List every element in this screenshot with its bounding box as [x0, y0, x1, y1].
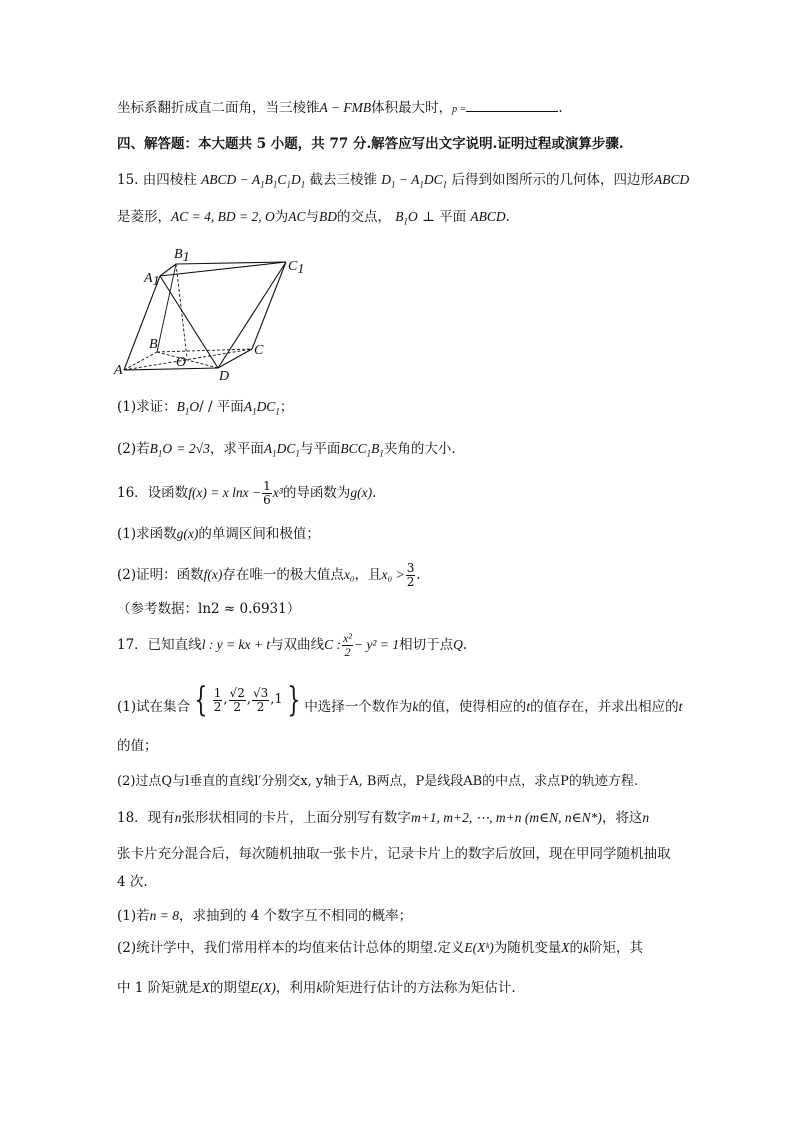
- denominator: 2: [406, 575, 415, 589]
- text: (1)求函数: [117, 526, 177, 542]
- text: 为随机变量: [493, 940, 562, 956]
- q18-part2: [117, 938, 734, 958]
- denominator: 2: [344, 645, 351, 659]
- q18-line3: 4 次.: [117, 874, 148, 890]
- text: (1)若: [117, 908, 150, 924]
- math: $A_1DC_1$: [263, 441, 300, 459]
- text: 17．已知直线: [117, 637, 202, 653]
- label-C1: C1: [288, 259, 305, 277]
- math: n = 8: [149, 908, 179, 923]
- math: $BCC_1B_1$: [340, 441, 384, 459]
- math: f(x): [203, 567, 223, 582]
- math: ABCD: [653, 172, 690, 187]
- math: C :: [324, 637, 342, 652]
- set-element: 1: [274, 692, 283, 707]
- fraction: [406, 562, 416, 589]
- math: E(X): [250, 980, 276, 995]
- text: ；: [279, 399, 294, 415]
- text: ⊥ 平面: [422, 209, 467, 225]
- math: − y² = 1: [353, 637, 400, 652]
- text: 18．现有: [117, 810, 175, 826]
- text: 16．设函数: [117, 485, 189, 501]
- math: n: [642, 810, 650, 825]
- text: 中选择一个数作为: [304, 699, 413, 715]
- text: (2)统计学中，我们常用样本的均值来估计总体的期望.定义: [117, 940, 465, 956]
- text: ，利用: [275, 980, 317, 996]
- q17-part2: (2)过点Q与l垂直的直线l′分别交x, y轴于A, B两点，P是线段AB的中点，求点P的轨迹方程.: [117, 774, 639, 789]
- math: AC: [288, 209, 306, 224]
- math: t: [526, 699, 531, 714]
- text: ，且: [354, 567, 382, 583]
- math: k: [316, 980, 323, 995]
- q17-part1: [117, 682, 734, 725]
- text: 为: [274, 209, 289, 225]
- numerator: 1: [263, 479, 271, 493]
- text: 的单调区间和极值；: [198, 526, 320, 542]
- numerator: 3: [406, 561, 415, 575]
- text: .: [416, 567, 421, 583]
- text: 是菱形，: [117, 209, 171, 225]
- text: 与: [305, 209, 319, 225]
- text: 的值，使得相应的: [418, 699, 527, 715]
- denominator: 6: [263, 493, 271, 507]
- label-O: O: [176, 355, 187, 370]
- number-set: { $\frac{1}{2}$ , $\frac{√2}{2}$ , $\frac{√3}{2}$ , 1 }: [194, 680, 300, 720]
- right-brace: }: [287, 680, 300, 720]
- text: 后得到如图所示的几何体，四边形: [451, 172, 654, 188]
- text: (1)求证：: [117, 399, 177, 415]
- text: (1)试在集合: [117, 699, 191, 715]
- numerator: √3: [252, 685, 269, 700]
- q18-part2-cont: [117, 978, 734, 998]
- math: x₀ >: [381, 567, 405, 582]
- math: x³: [272, 485, 283, 500]
- q15-line2: [117, 207, 734, 232]
- text: 存在唯一的极大值点: [222, 567, 344, 583]
- text: 的: [569, 940, 583, 956]
- text: 15. 由四棱柱: [117, 172, 197, 188]
- q18-part1: [117, 906, 734, 926]
- math: x₀: [343, 567, 355, 582]
- math: l : y = kx + t: [201, 637, 271, 652]
- math: X: [201, 980, 210, 995]
- text: 坐标系翻折成直二面角，当三棱锥: [117, 100, 320, 116]
- math: g(x): [350, 485, 373, 500]
- label-A1: A1: [144, 271, 160, 289]
- math: AC = 4, BD = 2, O: [171, 209, 275, 224]
- q18-line1: [117, 808, 734, 828]
- answer-blank[interactable]: [466, 98, 558, 112]
- q16-reference: （参考数据：ln2 ≈ 0.6931）: [117, 601, 301, 617]
- math: BD: [318, 209, 337, 224]
- text: 的交点，: [336, 209, 391, 225]
- math-prism: ABCD − $A_1B_1C_1D_1$: [201, 172, 306, 190]
- math: ABCD: [470, 209, 506, 224]
- math: f(x) = x lnx −: [188, 485, 262, 500]
- math: g(x): [176, 526, 199, 541]
- geometry-figure: [110, 240, 310, 380]
- q15-part2: [117, 439, 734, 464]
- math: Q: [453, 637, 463, 652]
- text: 的导函数为: [282, 485, 351, 501]
- math-p: p =: [452, 104, 467, 115]
- numerator: x²: [343, 631, 352, 645]
- math: $B_1O$: [149, 441, 173, 459]
- math: t: [678, 699, 683, 714]
- label-D: D: [219, 369, 230, 380]
- math: m+1, m+2, ⋯, m+n (m∈N, n∈N*): [410, 810, 602, 825]
- text: .: [462, 637, 468, 653]
- label-B: B: [149, 337, 158, 352]
- q17-part1-cont: 的值；: [117, 738, 158, 754]
- text: 相切于点: [399, 637, 454, 653]
- q16-part1: [117, 524, 734, 544]
- denominator: 2: [233, 699, 241, 714]
- numerator: √2: [229, 685, 245, 700]
- math-b1o: $B_1O$: [395, 209, 418, 227]
- fraction: [252, 687, 269, 714]
- numerator: 1: [213, 685, 222, 700]
- fraction: [213, 687, 223, 714]
- text: ，求平面: [209, 441, 264, 457]
- text: 的值存在，并求出相应的: [530, 699, 679, 715]
- left-brace: {: [194, 680, 208, 720]
- continuation-line: [117, 98, 734, 120]
- text: ，将这: [601, 810, 643, 826]
- q17-line1: [117, 630, 734, 660]
- label-B1: B1: [174, 247, 190, 265]
- text: 截去三棱锥: [309, 172, 377, 188]
- label-C: C: [254, 343, 264, 358]
- q16-line1: [117, 478, 734, 508]
- math: E(Xᵏ): [464, 940, 494, 955]
- text: 的期望: [209, 980, 251, 996]
- text: 阶矩，其: [588, 940, 643, 956]
- text: 张形状相同的卡片，上面分别写有数字: [181, 810, 411, 826]
- math: n: [174, 810, 182, 825]
- math: k: [412, 699, 419, 714]
- denominator: 2: [256, 699, 265, 714]
- text: .: [558, 100, 563, 116]
- text: 与双曲线: [270, 637, 325, 653]
- text: ，求抽到的 4 个数字互不相同的概率；: [179, 908, 413, 924]
- label-A: A: [114, 363, 123, 378]
- fraction: [229, 687, 246, 714]
- text: .: [505, 209, 510, 225]
- text: 与平面: [299, 441, 341, 457]
- text: 中 1 阶矩就是: [117, 980, 202, 996]
- q15-line1: [117, 170, 734, 195]
- q15-part1: [117, 397, 734, 422]
- fraction: [342, 632, 353, 659]
- math: = 2√3: [176, 441, 210, 456]
- section-heading: 四、解答题：本大题共 5 小题，共 77 分.解答应写出文字说明.证明过程或演算步骤.: [117, 136, 624, 152]
- math: k: [582, 940, 589, 955]
- math: $A_1DC_1$: [243, 399, 280, 417]
- q18-line2: 张卡片充分混合后，每次随机抽取一张卡片，记录卡片上的数字后放回，现在甲同学随机抽取: [117, 846, 671, 862]
- text: 阶矩进行估计的方法称为矩估计.: [322, 980, 516, 996]
- text: (2)若: [117, 441, 150, 457]
- denominator: 2: [213, 699, 222, 714]
- math: A − FMB: [319, 100, 372, 115]
- fraction: [262, 480, 272, 507]
- text: 夹角的大小.: [383, 441, 456, 457]
- q16-part2: [117, 560, 734, 590]
- math: X: [561, 940, 570, 955]
- text: 体积最大时，: [371, 100, 453, 116]
- math-pyramid: $D_1 - A_1DC_1$: [381, 172, 448, 190]
- text: (2)证明：函数: [117, 567, 204, 583]
- text: / / 平面: [199, 399, 244, 415]
- math: $B_1O$: [176, 399, 200, 417]
- text: .: [372, 485, 377, 501]
